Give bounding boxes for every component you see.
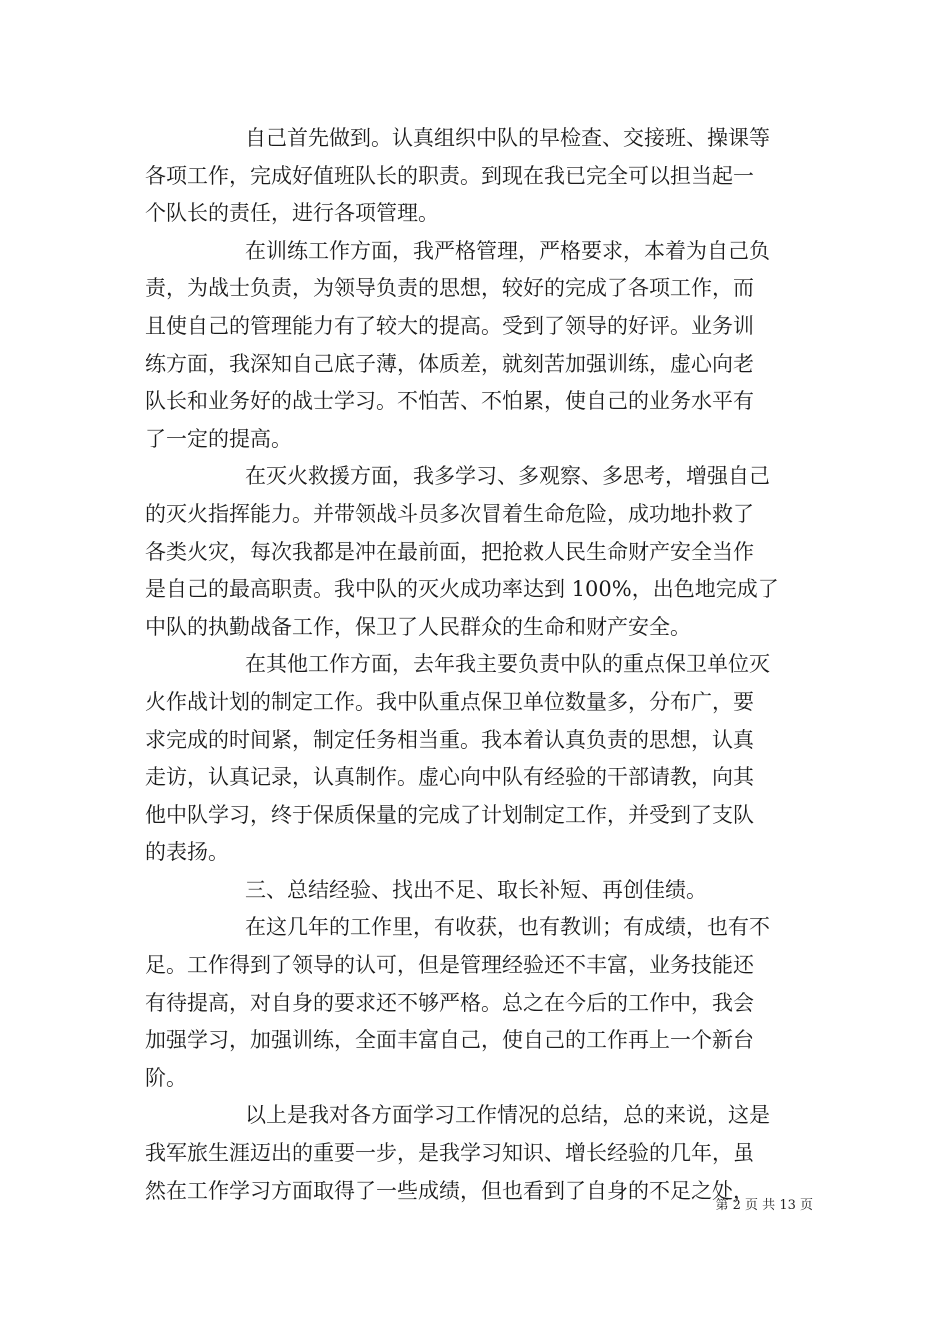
text-line: 了一定的提高。	[145, 426, 292, 451]
text-line: 在灭火救援方面，我多学习、多观察、多思考，增强自己	[245, 464, 770, 489]
text-line: 加强学习，加强训练，全面丰富自己，使自己的工作再上一个新台	[145, 1028, 754, 1053]
text-line: 且使自己的管理能力有了较大的提高。受到了领导的好评。业务训	[145, 313, 754, 338]
heading-text: 三、总结经验、找出不足、取长补短、再创佳绩。	[245, 877, 707, 902]
text-line: 在训练工作方面，我严格管理，严格要求，本着为自己负	[245, 238, 770, 263]
text-line: 队长和业务好的战士学习。不怕苦、不怕累，使自己的业务水平有	[145, 389, 754, 414]
text-line: 个队长的责任，进行各项管理。	[145, 201, 439, 226]
paragraph	[145, 909, 807, 1097]
text-line: 在其他工作方面，去年我主要负责中队的重点保卫单位灭	[245, 652, 770, 677]
text-line: 各项工作，完成好值班队长的职责。到现在我已完全可以担当起一	[145, 163, 754, 188]
text-line: 有待提高，对自身的要求还不够严格。总之在今后的工作中，我会	[145, 990, 754, 1015]
section-heading	[145, 872, 807, 910]
document-body	[145, 120, 807, 1210]
text-line: 在这几年的工作里，有收获，也有教训；有成绩，也有不	[245, 915, 770, 940]
text-line: 火作战计划的制定工作。我中队重点保卫单位数量多，分布广，要	[145, 689, 754, 714]
text-line: 各类火灾，每次我都是冲在最前面，把抢救人民生命财产安全当作	[145, 539, 754, 564]
page-number: 第 2 页 共 13 页	[715, 1198, 813, 1213]
text-line: 他中队学习，终于保质保量的完成了计划制定工作，并受到了支队	[145, 802, 754, 827]
text-line: 是自己的最高职责。我中队的灭火成功率达到 100%，出色地完成了	[145, 577, 779, 602]
paragraph	[145, 646, 807, 872]
text-line: 以上是我对各方面学习工作情况的总结，总的来说，这是	[245, 1103, 770, 1128]
text-line: 走访，认真记录，认真制作。虚心向中队有经验的干部请教，向其	[145, 765, 754, 790]
paragraph	[145, 1097, 807, 1210]
text-line: 我军旅生涯迈出的重要一步，是我学习知识、增长经验的几年，虽	[145, 1141, 754, 1166]
text-line: 责，为战士负责，为领导负责的思想，较好的完成了各项工作，而	[145, 276, 754, 301]
text-line: 足。工作得到了领导的认可，但是管理经验还不丰富，业务技能还	[145, 953, 754, 978]
paragraph	[145, 233, 807, 459]
text-line: 阶。	[145, 1065, 187, 1090]
text-line: 然在工作学习方面取得了一些成绩，但也看到了自身的不足之处，	[145, 1178, 754, 1203]
text-line: 练方面，我深知自己底子薄，体质差，就刻苦加强训练，虚心向老	[145, 351, 754, 376]
text-line: 的表扬。	[145, 840, 229, 865]
text-line: 自己首先做到。认真组织中队的早检查、交接班、操课等	[245, 126, 770, 150]
text-line: 中队的执勤战备工作，保卫了人民群众的生命和财产安全。	[145, 614, 691, 639]
paragraph	[145, 120, 807, 233]
text-line: 求完成的时间紧，制定任务相当重。我本着认真负责的思想，认真	[145, 727, 754, 752]
paragraph	[145, 458, 807, 646]
text-line: 的灭火指挥能力。并带领战斗员多次冒着生命危险，成功地扑救了	[145, 501, 754, 526]
